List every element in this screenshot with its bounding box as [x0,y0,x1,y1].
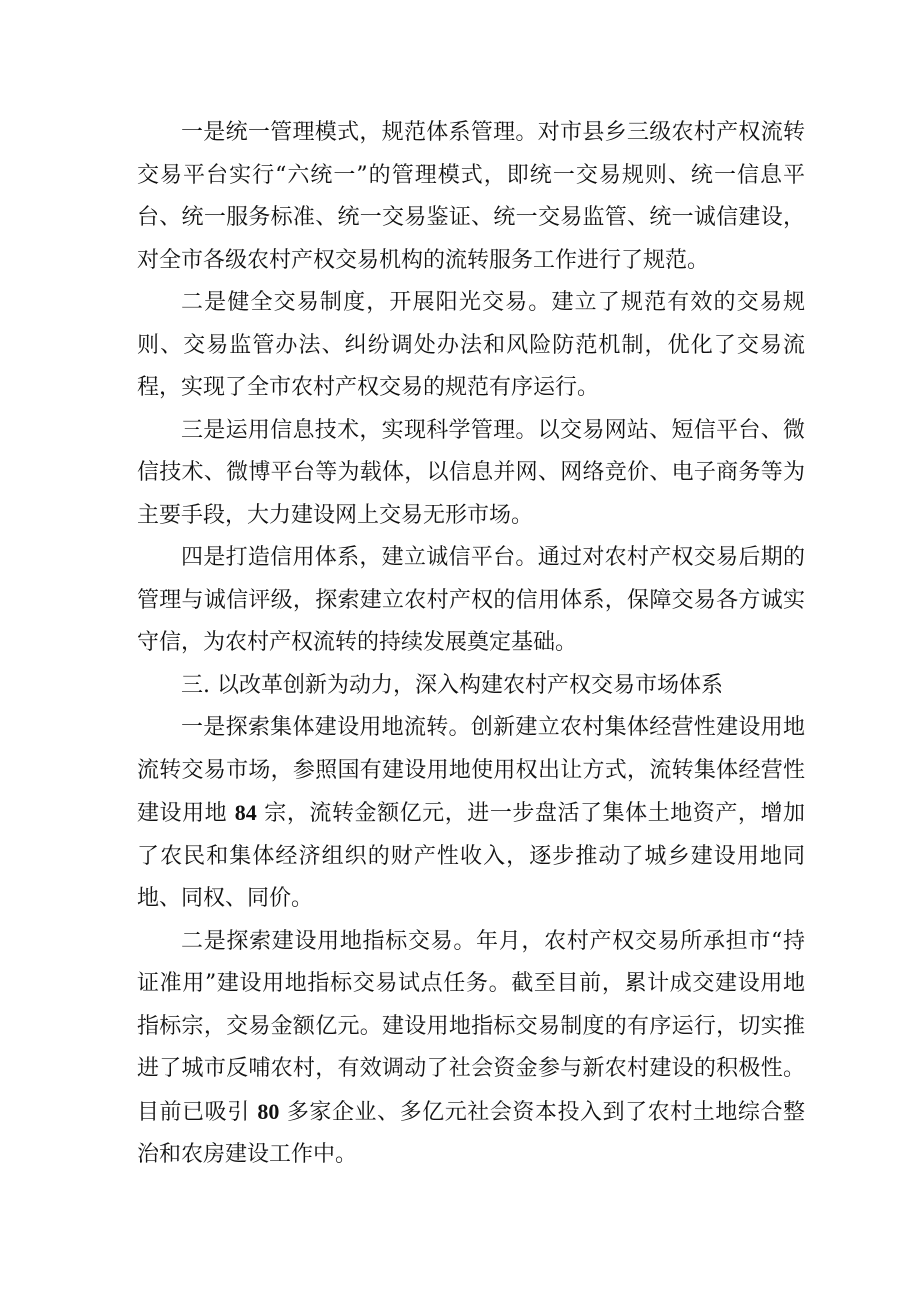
land-parcel-count: 84 [234,800,257,825]
paragraph-land-quota-trading [137,921,805,1177]
paragraph-trading-system: 二是健全交易制度，开展阳光交易。建立了规范有效的交易规则、交易监管办法、纠纷调处办法和风险防范机制，优化了交易流程，实现了全市农村产权交易的规范有序运行。 [137,290,805,400]
document-body [137,112,805,1177]
paragraph-text-before-number: 二是探索建设用地指标交易。年月，农村产权交易所承担市“持证准用”建设用地指标交易试点任务。截至目前，累计成交建设用地指标宗，交易金额亿元。建设用地指标交易制度的有序运行，切实推进了城市反哺农村，有效调动了社会资金参与新农村建设的积极性。目前已吸引 [137,928,805,1125]
enterprise-count: 80 [257,1098,280,1124]
paragraph-text-after-number: 多家企业、多亿元社会资本投入到了农村土地综合整治和农房建设工作中。 [137,1099,805,1167]
paragraph-credit-system: 四是打造信用体系，建立诚信平台。通过对农村产权交易后期的管理与诚信评级，探索建立农村产权的信用体系，保障交易各方诚实守信，为农村产权流转的持续发展奠定基础。 [137,545,805,655]
paragraph-text-after-number: 宗，流转金额亿元，进一步盘活了集体土地资产，增加了农民和集体经济组织的财产性收入，逐步推动了城乡建设用地同地、同权、同价。 [137,801,806,911]
paragraph-unified-management: 一是统一管理模式，规范体系管理。对市县乡三级农村产权流转交易平台实行“六统一”的管理模式，即统一交易规则、统一信息平台、统一服务标准、统一交易鉴证、统一交易监管、统一诚信建设，对全市各级农村产权交易机构的流转服务工作进行了规范。 [137,120,805,273]
paragraph-information-technology: 三是运用信息技术，实现科学管理。以交易网站、短信平台、微信技术、微博平台等为载体，以信息并网、网络竞价、电子商务等为主要手段，大力建设网上交易无形市场。 [137,417,805,528]
section-heading-3: 三. 以改革创新为动力，深入构建农村产权交易市场体系 [181,672,723,698]
paragraph-collective-land-transfer [137,707,805,921]
paragraph-text-before-number: 一是探索集体建设用地流转。创新建立农村集体经营性建设用地流转交易市场，参照国有建设用地使用权出让方式，流转集体经营性建设用地 [137,715,805,826]
